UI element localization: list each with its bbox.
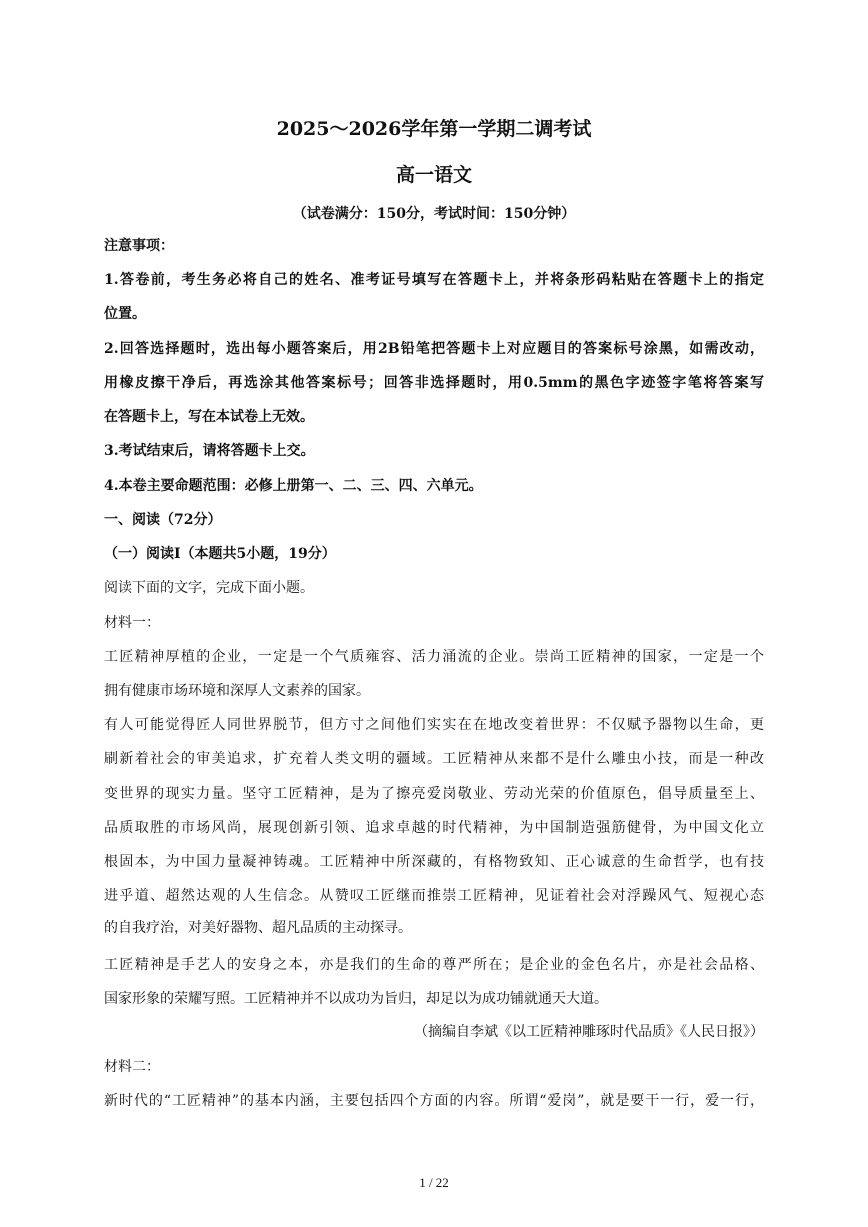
- section-heading: 一、阅读（72分）: [104, 512, 222, 528]
- page-number: 1 / 22: [419, 1175, 449, 1190]
- notice-line: 1.答卷前，考生务必将自己的姓名、准考证号填写在答题卡上，并将条形码粘贴在答题卡上的指定: [104, 272, 764, 288]
- material1-line: 有人可能觉得匠人同世界脱节，但方寸之间他们实实在在地改变着世界：不仅赋予器物以生命，更: [104, 717, 764, 733]
- material1-line: 根固本，为中国力量凝神铸魂。工匠精神中所深藏的，有格物致知、正心诚意的生命哲学，也有技: [104, 854, 764, 870]
- notice-line: 4.本卷主要命题范围：必修上册第一、二、三、四、六单元。: [104, 478, 483, 494]
- material1-line: 品质取胜的市场风尚，展现创新引领、追求卓越的时代精神，为中国制造强筋健骨，为中国文化立: [104, 820, 764, 836]
- notice-line: 在答题卡上，写在本试卷上无效。: [104, 409, 314, 425]
- subject-title: 高一语文: [395, 164, 472, 186]
- exam-title: 2025～2026学年第一学期二调考试: [276, 118, 592, 140]
- notice-heading: 注意事项：: [104, 238, 174, 254]
- material2-label: 材料二：: [104, 1059, 160, 1075]
- material1-line: 变世界的现实力量。坚守工匠精神，是为了擦亮爱岗敬业、劳动光荣的价值原色，倡导质量至上、: [104, 786, 764, 802]
- notice-line: 位置。: [104, 306, 146, 322]
- material1-line: 工匠精神是手艺人的安身之本，亦是我们的生命的尊严所在；是企业的金色名片，亦是社会品格、: [104, 957, 764, 973]
- material1-line: 拥有健康市场环境和深厚人文素养的国家。: [104, 683, 370, 699]
- material1-line: 工匠精神厚植的企业，一定是一个气质雍容、活力涌流的企业。崇尚工匠精神的国家，一定是一个: [104, 649, 764, 665]
- material1-line: 的自我疗治，对美好器物、超凡品质的主动探寻。: [104, 920, 412, 936]
- notice-line: 2.回答选择题时，选出每小题答案后，用2B铅笔把答题卡上对应题目的答案标号涂黑，如需改动，: [104, 341, 764, 357]
- material1-line: 国家形象的荣耀写照。工匠精神并不以成功为旨归，却足以为成功铺就通天大道。: [104, 991, 608, 1007]
- material1-line: 刷新着社会的审美追求，扩充着人类文明的疆域。工匠精神从来都不是什么雕虫小技，而是一种改: [104, 751, 764, 767]
- material1-label: 材料一：: [104, 615, 160, 631]
- subsection-heading: （一）阅读I（本题共5小题，19分）: [104, 546, 336, 562]
- material2-line: 新时代的“工匠精神”的基本内涵，主要包括四个方面的内容。所谓“爱岗”，就是要干一行，爱一行，: [104, 1093, 764, 1109]
- material1-source: （摘编自李斌《以工匠精神雕琢时代品质》《人民日报》）: [414, 1024, 764, 1040]
- notice-line: 3.考试结束后，请将答题卡上交。: [104, 443, 315, 459]
- exam-info: （试卷满分：150分，考试时间：150分钟）: [292, 206, 576, 222]
- instruction-text: 阅读下面的文字，完成下面小题。: [104, 580, 314, 596]
- material1-line: 进乎道、超然达观的人生信念。从赞叹工匠继而推崇工匠精神，见证着社会对浮躁风气、短视心态: [104, 888, 764, 904]
- notice-line: 用橡皮擦干净后，再选涂其他答案标号；回答非选择题时，用0.5mm的黑色字迹签字笔将答案写: [104, 375, 764, 391]
